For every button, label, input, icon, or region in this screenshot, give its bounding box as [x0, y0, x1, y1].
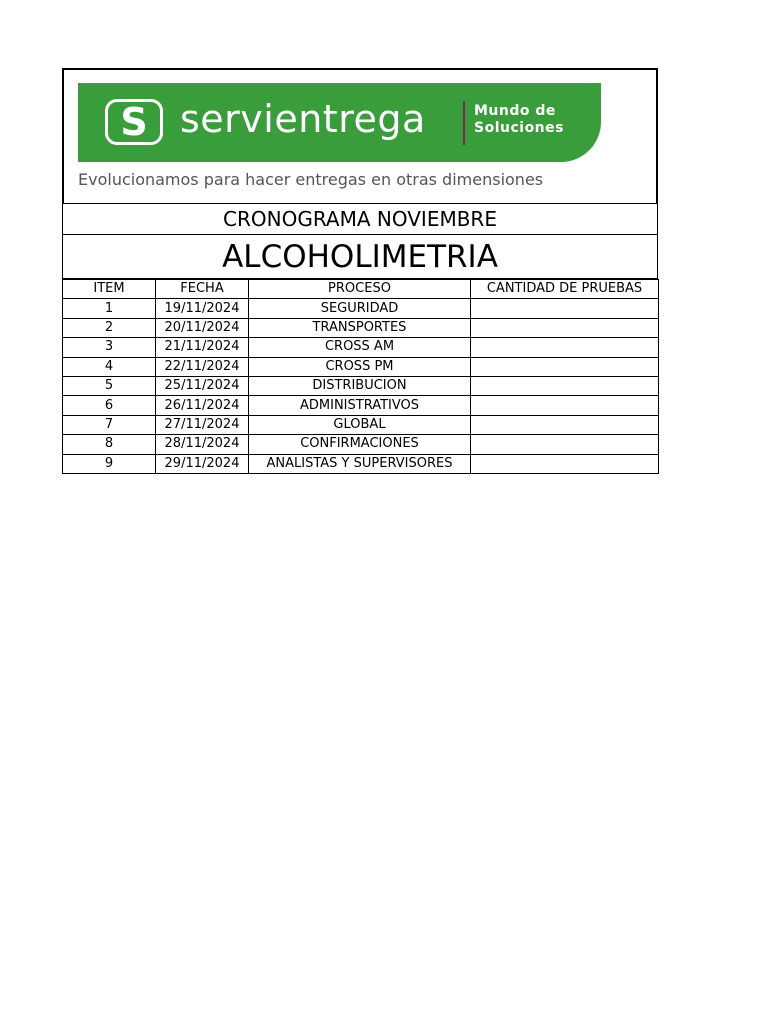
- proceso-cell: CROSS PM: [249, 357, 471, 376]
- proceso-cell: CONFIRMACIONES: [249, 435, 471, 454]
- brand-banner: [78, 83, 601, 162]
- column-header-fecha: FECHA: [156, 280, 249, 299]
- item-cell: 7: [63, 415, 156, 434]
- column-header-cantidad: CANTIDAD DE PRUEBAS: [471, 280, 659, 299]
- item-cell: 8: [63, 435, 156, 454]
- table-row: [63, 299, 659, 318]
- item-cell: 9: [63, 454, 156, 473]
- cantidad-cell[interactable]: [471, 396, 659, 415]
- cantidad-cell[interactable]: [471, 415, 659, 434]
- table-row: [63, 435, 659, 454]
- table-row: [63, 415, 659, 434]
- table-row: [63, 454, 659, 473]
- cantidad-cell[interactable]: [471, 357, 659, 376]
- cantidad-cell[interactable]: [471, 376, 659, 395]
- schedule-table: [62, 279, 659, 474]
- item-cell: 6: [63, 396, 156, 415]
- table-row: [63, 318, 659, 337]
- cantidad-cell[interactable]: [471, 299, 659, 318]
- fecha-cell: 20/11/2024: [156, 318, 249, 337]
- column-header-proceso: PROCESO: [249, 280, 471, 299]
- schedule-sheet: [62, 68, 658, 474]
- schedule-subtitle: ALCOHOLIMETRIA: [62, 235, 658, 279]
- column-header-item: ITEM: [63, 280, 156, 299]
- item-cell: 4: [63, 357, 156, 376]
- cantidad-cell[interactable]: [471, 435, 659, 454]
- table-header-row: [63, 280, 659, 299]
- cantidad-cell[interactable]: [471, 454, 659, 473]
- proceso-cell: DISTRIBUCION: [249, 376, 471, 395]
- item-cell: 3: [63, 338, 156, 357]
- table-row: [63, 357, 659, 376]
- slogan: Evolucionamos para hacer entregas en otras dimensiones: [78, 170, 544, 189]
- cantidad-cell[interactable]: [471, 318, 659, 337]
- item-cell: 2: [63, 318, 156, 337]
- proceso-cell: SEGURIDAD: [249, 299, 471, 318]
- table-row: [63, 396, 659, 415]
- brand-tagline-line-2: Soluciones: [474, 120, 564, 136]
- fecha-cell: 21/11/2024: [156, 338, 249, 357]
- fecha-cell: 19/11/2024: [156, 299, 249, 318]
- proceso-cell: ANALISTAS Y SUPERVISORES: [249, 454, 471, 473]
- fecha-cell: 29/11/2024: [156, 454, 249, 473]
- brand-name: servientrega: [180, 97, 426, 141]
- fecha-cell: 26/11/2024: [156, 396, 249, 415]
- fecha-cell: 25/11/2024: [156, 376, 249, 395]
- fecha-cell: 27/11/2024: [156, 415, 249, 434]
- schedule-title: CRONOGRAMA NOVIEMBRE: [62, 204, 658, 235]
- brand-divider: [463, 101, 465, 145]
- item-cell: 1: [63, 299, 156, 318]
- brand-tagline: [474, 103, 564, 137]
- proceso-cell: TRANSPORTES: [249, 318, 471, 337]
- proceso-cell: ADMINISTRATIVOS: [249, 396, 471, 415]
- proceso-cell: CROSS AM: [249, 338, 471, 357]
- proceso-cell: GLOBAL: [249, 415, 471, 434]
- logo-area: [62, 68, 658, 204]
- brand-tagline-line-1: Mundo de: [474, 103, 556, 119]
- table-row: [63, 376, 659, 395]
- item-cell: 5: [63, 376, 156, 395]
- cantidad-cell[interactable]: [471, 338, 659, 357]
- servientrega-logo-icon: S: [105, 99, 163, 145]
- fecha-cell: 22/11/2024: [156, 357, 249, 376]
- table-row: [63, 338, 659, 357]
- fecha-cell: 28/11/2024: [156, 435, 249, 454]
